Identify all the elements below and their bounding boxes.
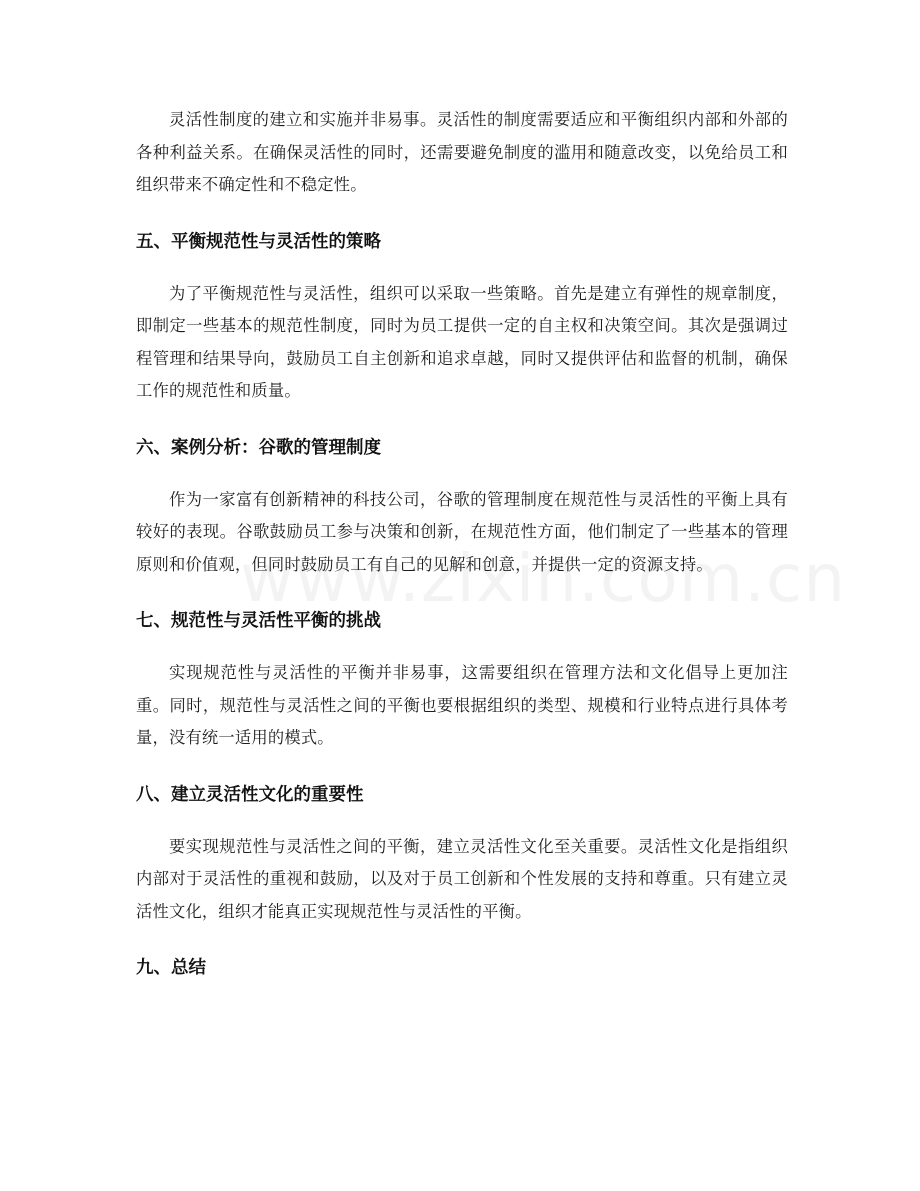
- document-body: [136, 104, 788, 984]
- paragraph-section-6: 作为一家富有创新精神的科技公司，谷歌的管理制度在规范性与灵活性的平衡上具有较好的表现。谷歌鼓励员工参与决策和创新，在规范性方面，他们制定了一些基本的管理原则和价值观，但同时鼓励员工有自己的见解和创意，并提供一定的资源支持。: [136, 489, 788, 574]
- section-heading-7: 七、规范性与灵活性平衡的挑战: [136, 611, 381, 631]
- section-heading-8: 八、建立灵活性文化的重要性: [136, 784, 364, 805]
- paragraph-section-7: 实现规范性与灵活性的平衡并非易事，这需要组织在管理方法和文化倡导上更加注重。同时，规范性与灵活性之间的平衡也要根据组织的类型、规模和行业特点进行具体考量，没有统一适用的模式。: [136, 663, 788, 747]
- section-heading-6: 六、案例分析：谷歌的管理制度: [136, 437, 381, 458]
- paragraph-section-5: 为了平衡规范性与灵活性，组织可以采取一些策略。首先是建立有弹性的规章制度，即制定一些基本的规范性制度，同时为员工提供一定的自主权和决策空间。其次是强调过程管理和结果导向，鼓励员工自主创新和追求卓越，同时又提供评估和监督的机制，确保工作的规范性和质量。: [136, 283, 788, 400]
- section-heading-5: 五、平衡规范性与灵活性的策略: [136, 231, 381, 252]
- paragraph-section-8: 要实现规范性与灵活性之间的平衡，建立灵活性文化至关重要。灵活性文化是指组织内部对于灵活性的重视和鼓励，以及对于员工创新和个性发展的支持和尊重。只有建立灵活性文化，组织才能真正实现规范性与灵活性的平衡。: [136, 836, 788, 921]
- paragraph-intro: 灵活性制度的建立和实施并非易事。灵活性的制度需要适应和平衡组织内部和外部的各种利益关系。在确保灵活性的同时，还需要避免制度的滥用和随意改变，以免给员工和组织带来不确定性和不稳定性。: [136, 110, 788, 194]
- section-heading-9: 九、总结: [136, 958, 206, 978]
